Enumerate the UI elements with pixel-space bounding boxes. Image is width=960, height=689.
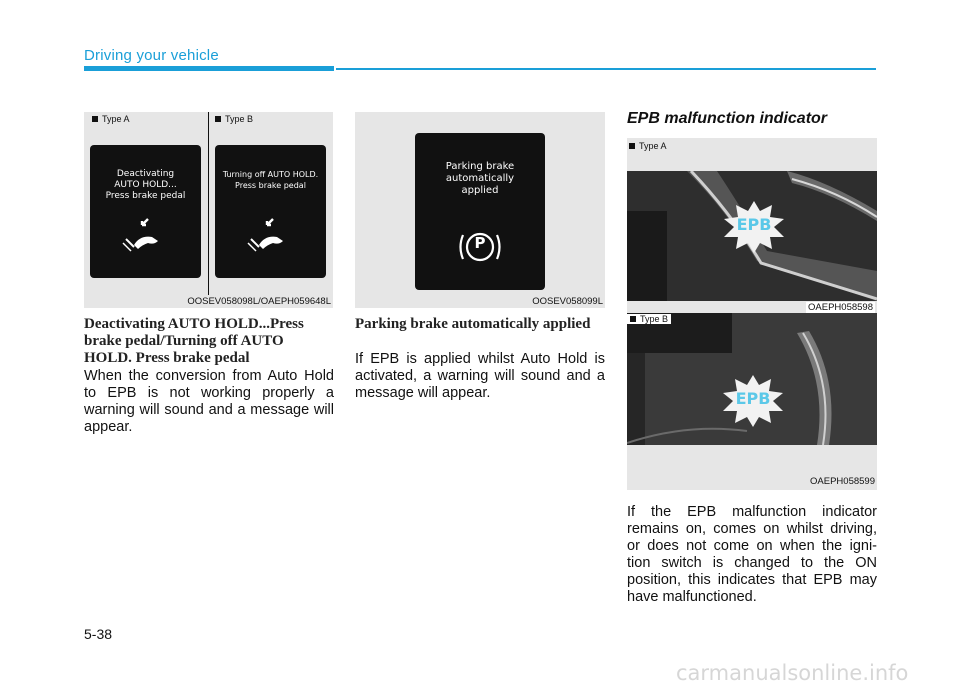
bullet-square-icon — [630, 316, 636, 322]
type-b-label: Type B — [627, 314, 671, 324]
parking-brake-figure — [355, 112, 605, 308]
section-heading: Parking brake automatically applied — [355, 316, 591, 332]
bullet-square-icon — [215, 116, 221, 122]
watermark: carmanualsonline.info — [676, 661, 909, 685]
cluster-photo-type-b — [627, 313, 877, 445]
parking-brake-symbol: P — [474, 234, 486, 252]
section-title: Driving your vehicle — [84, 47, 219, 64]
page-number: 5-38 — [84, 626, 113, 642]
figure-caption: OAEPH058599 — [810, 476, 875, 487]
header-rule-thick — [84, 66, 334, 71]
header-rule-thin — [336, 68, 876, 70]
section-heading: Deactivating AUTO HOLD...Press brake pedal/Turning off AUTO HOLD. Press brake pedal — [84, 316, 304, 366]
body-paragraph: If EPB is applied whilst Auto Hold is activated, a warning will sound and a message will appear. — [355, 351, 605, 401]
auto-hold-screen-type-a — [90, 145, 201, 278]
brake-pedal-icon — [245, 215, 295, 255]
cluster-photo-type-a — [627, 171, 877, 301]
epb-badge-label: EPB — [736, 215, 772, 234]
screen-message: Parking brake automatically applied — [445, 161, 515, 196]
screen-message: Deactivating AUTO HOLD... Press brake pedal — [105, 169, 186, 201]
section-heading: EPB malfunction indicator — [627, 110, 828, 127]
bullet-square-icon — [92, 116, 98, 122]
parking-brake-screen — [415, 133, 545, 290]
figure-divider — [208, 112, 209, 295]
figure-caption: OOSEV058098L/OAEPH059648L — [187, 296, 331, 307]
auto-hold-figure — [84, 112, 333, 308]
figure-caption: OAEPH058598 — [808, 302, 873, 313]
bullet-square-icon — [629, 143, 635, 149]
screen-message: Turning off AUTO HOLD. Press brake pedal — [222, 170, 319, 190]
figure-caption: OOSEV058099L — [532, 296, 603, 307]
body-paragraph: If the EPB malfunction indicator remains on, comes on whilst driving, or does not come on when the igni- tion switch is changed to the ON position, this indicates that EPB may have malfunctioned. — [627, 504, 877, 605]
epb-figure — [627, 138, 877, 490]
type-b-label: Type B — [215, 114, 253, 124]
auto-hold-screen-type-b — [215, 145, 326, 278]
epb-badge-label: EPB — [735, 389, 771, 408]
brake-pedal-icon — [120, 215, 170, 255]
body-paragraph: When the conversion from Auto Hold to EPB is not working properly a warning will sound and a message will appear. — [84, 368, 334, 435]
type-a-label: Type A — [92, 114, 130, 124]
type-a-label: Type A — [629, 141, 667, 151]
